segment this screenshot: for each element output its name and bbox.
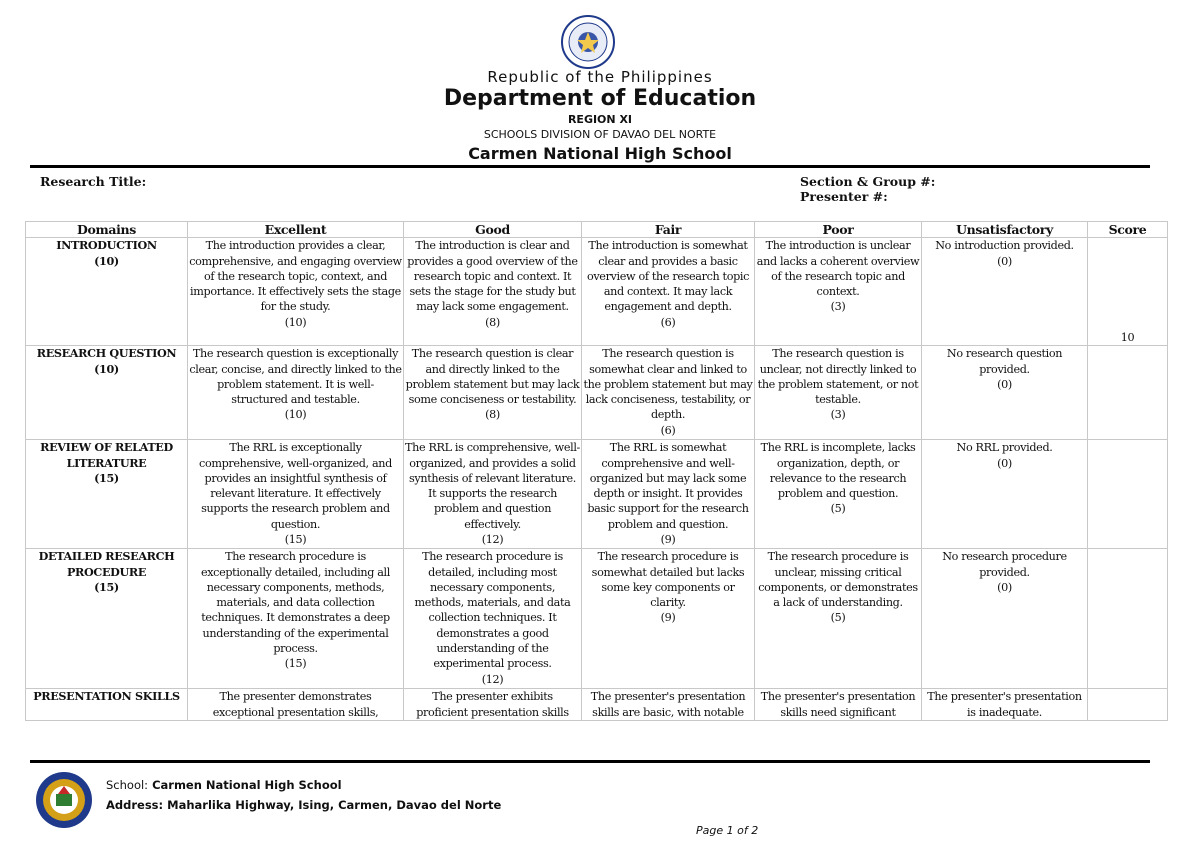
- section-group-label: Section & Group #:: [800, 174, 936, 189]
- good-cell: The research question is clear and directly linked to the problem statement but may lack some conciseness or testability. (8): [404, 346, 582, 440]
- deped-seal-icon: [560, 14, 616, 70]
- region-line: REGION XI: [567, 113, 633, 126]
- good-cell: The RRL is comprehensive, well-organized, and provides a solid synthesis of relevant literature. It supports the research problem and question effectively. (12): [404, 440, 582, 549]
- unsatisfactory-cell: No introduction provided. (0): [922, 238, 1088, 346]
- table-row: [26, 346, 1168, 440]
- footer-school-label: School:: [106, 778, 149, 792]
- footer-address-value: Maharlika Highway, Ising, Carmen, Davao del Norte: [167, 798, 502, 812]
- footer-school: [106, 778, 342, 792]
- research-title-label: Research Title:: [40, 174, 147, 189]
- unsatisfactory-cell: The presenter's presentation is inadequate.: [922, 689, 1088, 721]
- header-fair: Fair: [582, 222, 755, 238]
- header-divider: [30, 165, 1150, 168]
- rubric-table: [25, 221, 1168, 721]
- footer-school-value: Carmen National High School: [152, 778, 342, 792]
- excellent-cell: The research procedure is exceptionally detailed, including all necessary components, methods, materials, and data collection techniques. It demonstrates a deep understanding of the experimental process. (15): [188, 549, 404, 689]
- header-good: Good: [404, 222, 582, 238]
- good-cell: The introduction is clear and provides a good overview of the research topic and context. It sets the stage for the study but may lack some engagement. (8): [404, 238, 582, 346]
- score-cell[interactable]: [1088, 689, 1168, 721]
- unsatisfactory-cell: No research procedure provided. (0): [922, 549, 1088, 689]
- header-poor: Poor: [755, 222, 922, 238]
- fair-cell: The research procedure is somewhat detailed but lacks some key components or clarity. (9): [582, 549, 755, 689]
- school-logo-icon: [34, 770, 94, 830]
- header-unsatisfactory: Unsatisfactory: [922, 222, 1088, 238]
- score-cell[interactable]: [1088, 549, 1168, 689]
- footer-address-label: Address:: [106, 798, 164, 812]
- domain-cell: RESEARCH QUESTION (10): [26, 346, 188, 440]
- table-row: [26, 689, 1168, 721]
- school-name: Carmen National High School: [468, 144, 732, 163]
- poor-cell: The presenter's presentation skills need significant: [755, 689, 922, 721]
- poor-cell: The introduction is unclear and lacks a coherent overview of the research topic and context. (3): [755, 238, 922, 346]
- header-excellent: Excellent: [188, 222, 404, 238]
- excellent-cell: The introduction provides a clear, comprehensive, and engaging overview of the research topic, context, and importance. It effectively sets the stage for the study. (10): [188, 238, 404, 346]
- good-cell: The presenter exhibits proficient presentation skills: [404, 689, 582, 721]
- fair-cell: The presenter's presentation skills are basic, with notable: [582, 689, 755, 721]
- unsatisfactory-cell: No RRL provided. (0): [922, 440, 1088, 549]
- domain-cell: DETAILED RESEARCH PROCEDURE (15): [26, 549, 188, 689]
- excellent-cell: The research question is exceptionally clear, concise, and directly linked to the problem statement. It is well-structured and testable. (10): [188, 346, 404, 440]
- fair-cell: The introduction is somewhat clear and provides a basic overview of the research topic and context. It may lack engagement and depth. (6): [582, 238, 755, 346]
- excellent-cell: The presenter demonstrates exceptional presentation skills,: [188, 689, 404, 721]
- table-row: [26, 549, 1168, 689]
- footer-divider: [30, 760, 1150, 763]
- excellent-cell: The RRL is exceptionally comprehensive, well-organized, and provides an insightful synthesis of relevant literature. It effectively supports the research problem and question. (15): [188, 440, 404, 549]
- footer-address: [106, 798, 501, 812]
- fair-cell: The RRL is somewhat comprehensive and well-organized but may lack some depth or insight. It provides basic support for the research problem and question. (9): [582, 440, 755, 549]
- fair-cell: The research question is somewhat clear and linked to the problem statement but may lack conciseness, testability, or depth. (6): [582, 346, 755, 440]
- table-header-row: [26, 222, 1168, 238]
- unsatisfactory-cell: No research question provided. (0): [922, 346, 1088, 440]
- table-row: [26, 238, 1168, 346]
- score-cell[interactable]: 10: [1088, 238, 1168, 346]
- poor-cell: The research question is unclear, not directly linked to the problem statement, or not testable. (3): [755, 346, 922, 440]
- header-score: Score: [1088, 222, 1168, 238]
- domain-cell: PRESENTATION SKILLS: [26, 689, 188, 721]
- header-domains: Domains: [26, 222, 188, 238]
- domain-cell: REVIEW OF RELATED LITERATURE (15): [26, 440, 188, 549]
- score-cell[interactable]: [1088, 346, 1168, 440]
- page-number: Page 1 of 2: [696, 824, 759, 837]
- republic-line: Republic of the Philippines: [487, 68, 713, 86]
- division-line: SCHOOLS DIVISION OF DAVAO DEL NORTE: [483, 128, 717, 141]
- domain-cell: INTRODUCTION (10): [26, 238, 188, 346]
- poor-cell: The RRL is incomplete, lacks organization, depth, or relevance to the research problem and question. (5): [755, 440, 922, 549]
- department-title: Department of Education: [443, 86, 757, 111]
- poor-cell: The research procedure is unclear, missing critical components, or demonstrates a lack of understanding. (5): [755, 549, 922, 689]
- presenter-label: Presenter #:: [800, 189, 888, 204]
- table-row: [26, 440, 1168, 549]
- score-cell[interactable]: [1088, 440, 1168, 549]
- good-cell: The research procedure is detailed, including most necessary components, methods, materials, and data collection techniques. It demonstrates a good understanding of the experimental process. (12): [404, 549, 582, 689]
